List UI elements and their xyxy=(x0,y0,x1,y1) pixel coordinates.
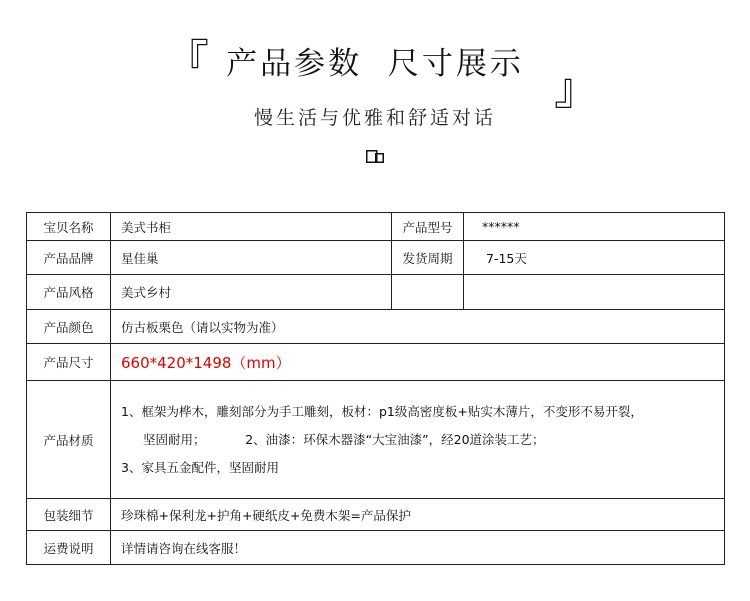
table-row xyxy=(27,381,725,499)
param-label: 发货周期 xyxy=(392,241,464,275)
param-value-material xyxy=(111,381,725,499)
material-line: 1、框架为桦木，雕刻部分为手工雕刻，板材：p1级高密度板+贴实木薄片，不变形不易开裂， xyxy=(121,403,643,419)
double-square-icon xyxy=(366,150,384,164)
param-label: 运费说明 xyxy=(27,531,111,565)
param-value: ****** xyxy=(464,213,725,241)
table-row xyxy=(27,531,725,565)
param-label: 产品型号 xyxy=(392,213,464,241)
param-label: 产品风格 xyxy=(27,275,111,310)
param-value: 美式乡村 xyxy=(111,275,392,310)
param-value: 美式书柜 xyxy=(111,213,392,241)
table-row xyxy=(27,275,725,310)
material-line: 3、家具五金配件，坚固耐用 xyxy=(121,459,279,475)
table-row xyxy=(27,344,725,381)
param-label: 产品材质 xyxy=(27,381,111,499)
table-row xyxy=(27,310,725,344)
material-line: 坚固耐用； 2、油漆：环保木器漆“大宝油漆”，经20道涂装工艺； xyxy=(143,431,545,447)
table-row xyxy=(27,213,725,241)
param-value: 详情请咨询在线客服！ xyxy=(111,531,725,565)
empty-cell xyxy=(392,275,464,310)
right-bracket: 』 xyxy=(554,64,598,115)
param-label: 产品品牌 xyxy=(27,241,111,275)
empty-cell xyxy=(464,275,725,310)
param-value-size: 660*420*1498（mm） xyxy=(111,344,725,381)
param-label: 产品颜色 xyxy=(27,310,111,344)
page-title: 产品参数 尺寸展示 xyxy=(226,46,524,82)
table-row xyxy=(27,241,725,275)
param-label: 宝贝名称 xyxy=(27,213,111,241)
param-value: 珍珠棉+保利龙+护角+硬纸皮+免费木架=产品保护 xyxy=(111,499,725,531)
param-label: 产品尺寸 xyxy=(27,344,111,381)
page-subtitle: 慢生活与优雅和舒适对话 xyxy=(253,107,496,129)
param-value: 仿古板栗色（请以实物为准） xyxy=(111,310,725,344)
product-params-table xyxy=(26,212,725,565)
param-value: 星佳巢 xyxy=(111,241,392,275)
param-value: 7-15天 xyxy=(464,241,725,275)
table-row xyxy=(27,499,725,531)
param-label: 包装细节 xyxy=(27,499,111,531)
left-bracket: 『 xyxy=(165,36,209,87)
